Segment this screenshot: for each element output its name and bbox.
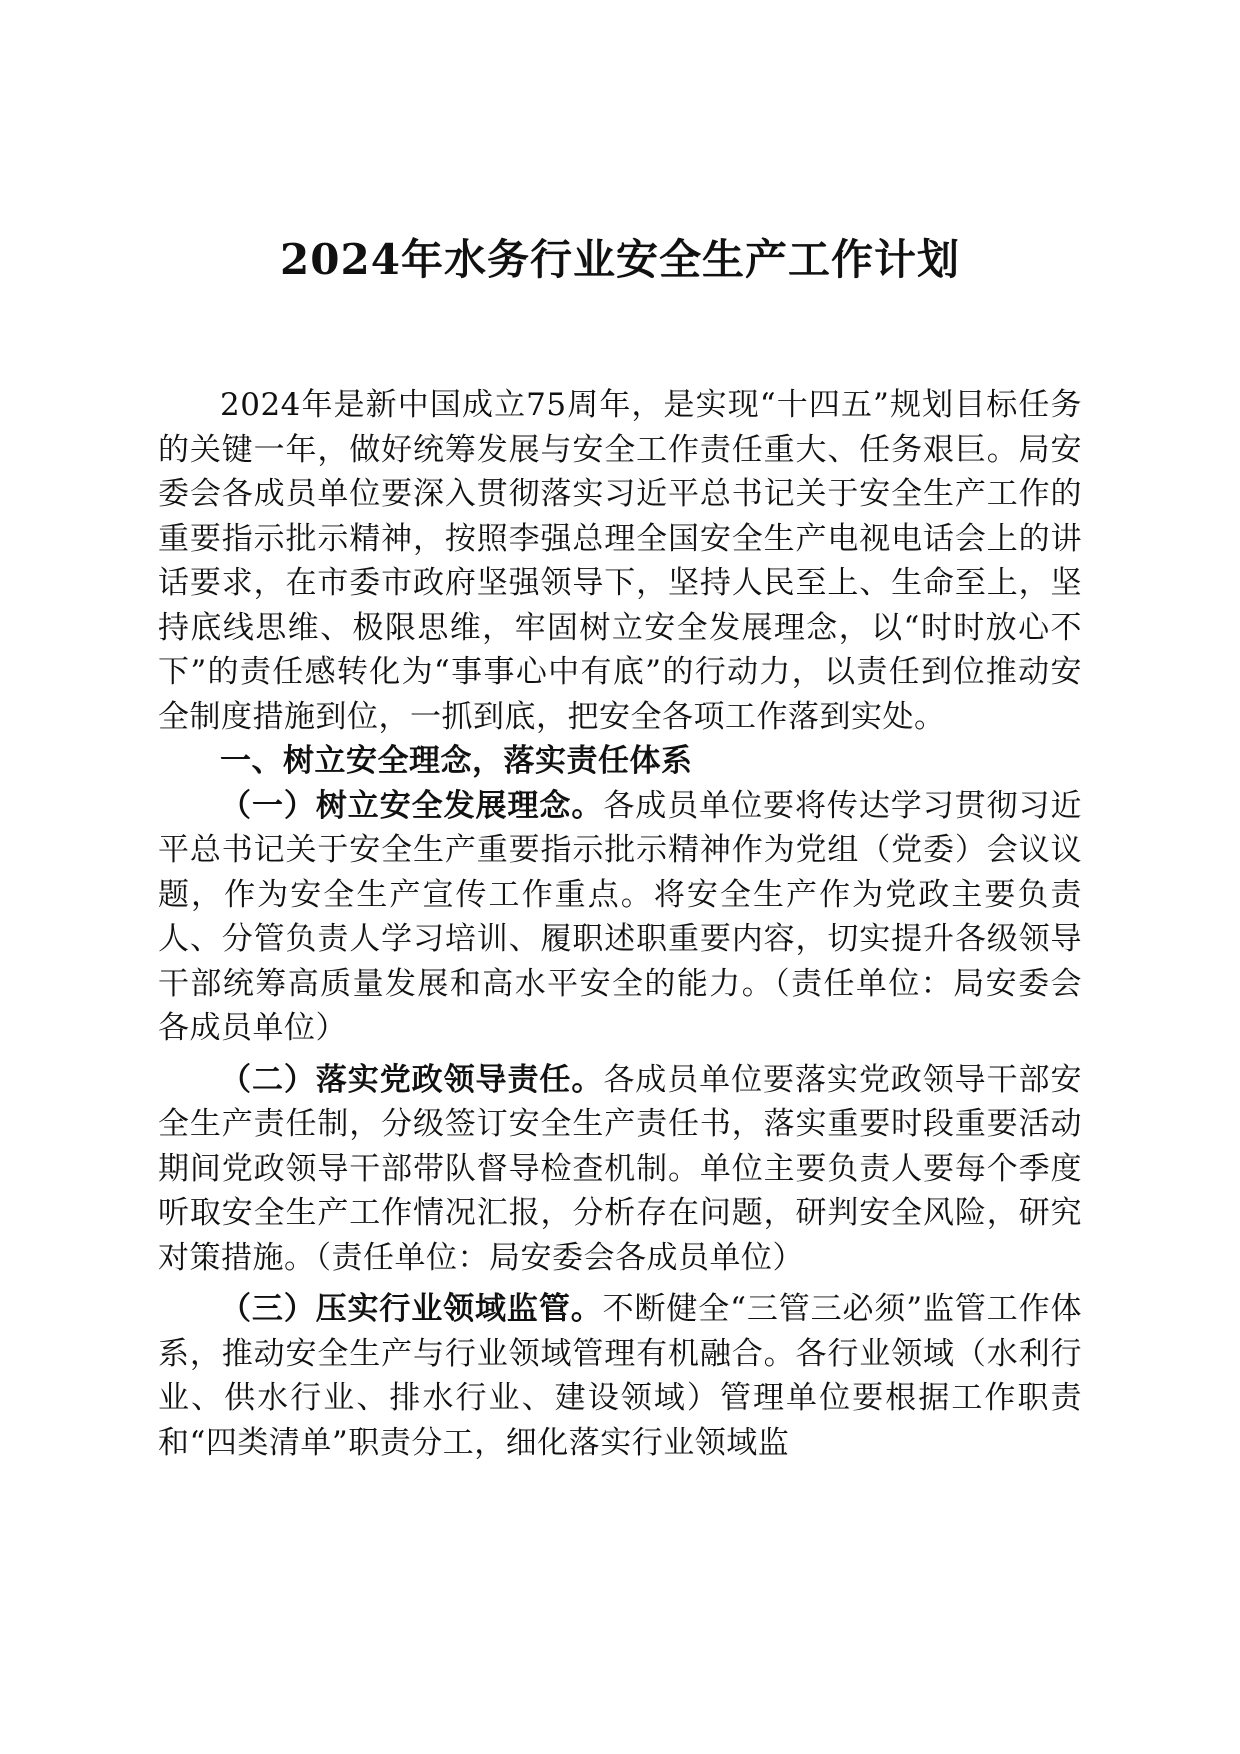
item-3-lead: （三）压实行业领域监管。: [220, 1291, 603, 1327]
item-2-lead: （二）落实党政领导责任。: [220, 1061, 604, 1098]
item-1-lead: （一）树立安全发展理念。: [220, 787, 604, 824]
item-2-text: 各成员单位要落实党政领导干部安全生产责任制，分级签订安全生产责任书，落实重要时段重要活动期间党政领导干部带队督导检查机制。单位主要负责人要每个季度听取安全生产工作情况汇报，分析存在问题，研判安全风险，研究对策措施。（责任单位：局安委会各成员单位）: [158, 1061, 1083, 1276]
section-item-3: [158, 1287, 1082, 1465]
item-3-text: 不断健全“三管三必须”监管工作体系，推动安全生产与行业领域管理有机融合。各行业领域（水利行业、供水行业、排水行业、建设领域）管理单位要根据工作职责和“四类清单”职责分工，细化落实行业领域监: [158, 1291, 1082, 1461]
section-item-1: [158, 784, 1082, 1051]
item-1-text: 各成员单位要将传达学习贯彻习近平总书记关于安全生产重要指示批示精神作为党组（党委）会议议题，作为安全生产宣传工作重点。将安全生产作为党政主要负责人、分管负责人学习培训、履职述职重要内容，切实提升各级领导干部统筹高质量发展和高水平安全的能力。（责任单位：局安委会各成员单位）: [158, 787, 1083, 1046]
intro-paragraph: 2024年是新中国成立75周年，是实现“十四五”规划目标任务的关键一年，做好统筹发展与安全工作责任重大、任务艰巨。局安委会各成员单位要深入贯彻落实习近平总书记关于安全生产工作的重要指示批示精神，按照李强总理全国安全生产电视电话会上的讲话要求，在市委市政府坚强领导下，坚持人民至上、生命至上，坚持底线思维、极限思维，牢固树立安全发展理念，以“时时放心不下”的责任感转化为“事事心中有底”的行动力，以责任到位推动安全制度措施到位，一抓到底，把安全各项工作落到实处。: [158, 387, 1082, 735]
section-heading: 一、树立安全理念，落实责任体系: [220, 743, 693, 779]
document-body: [158, 383, 1082, 1465]
section-item-2: [158, 1058, 1082, 1281]
document-title: 2024年水务行业安全生产工作计划: [280, 235, 960, 284]
